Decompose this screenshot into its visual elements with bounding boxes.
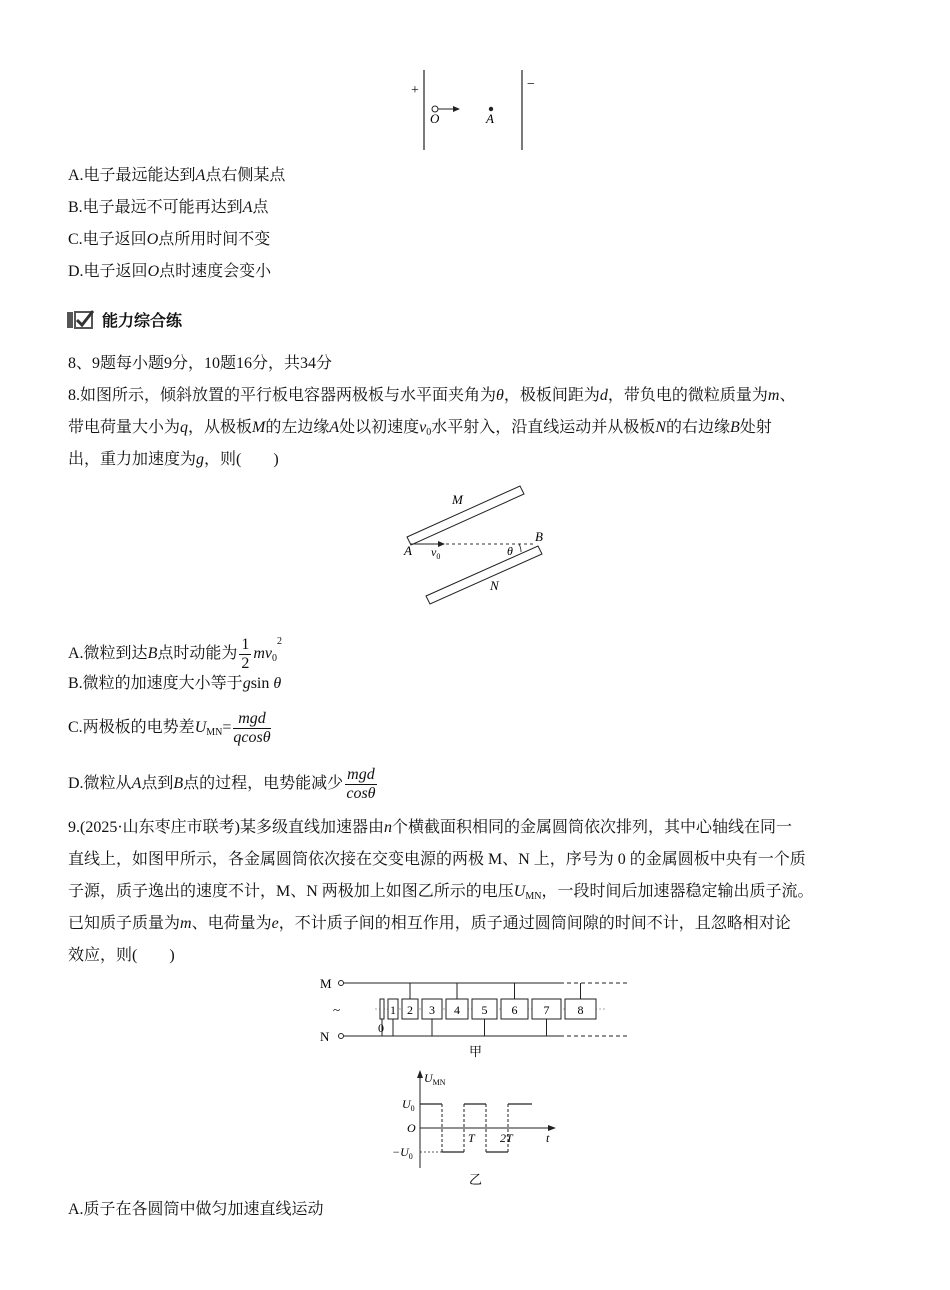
caption-yi: 乙 bbox=[469, 1172, 483, 1187]
label-M-terminal: M bbox=[320, 976, 332, 991]
tube-label-0: 0 bbox=[378, 1021, 384, 1035]
tube-label-3: 3 bbox=[429, 1003, 435, 1017]
figure-linear-accelerator bbox=[315, 972, 635, 1062]
minus-sign: − bbox=[527, 77, 535, 92]
svg-text:U0 bbox=[402, 1097, 415, 1113]
q9-stem-line5: 效应，则( ) bbox=[68, 947, 175, 964]
q7-option-a: A.电子最远能达到A点右侧某点 bbox=[68, 167, 286, 184]
q9-option-a: A.质子在各圆筒中做匀加速直线运动 bbox=[68, 1201, 324, 1218]
x-axis-label-t: t bbox=[546, 1131, 550, 1145]
label-theta: θ bbox=[507, 544, 513, 558]
q8-option-d: D.微粒从A点到B点的过程，电势能减少 $\frac{\text{mgd}}{\cos\theta}$ bbox=[68, 765, 376, 802]
tick-T: T bbox=[468, 1131, 475, 1145]
checkmark-badge-icon bbox=[66, 309, 94, 331]
label-v0-sub: 0 bbox=[436, 552, 441, 561]
label-N-terminal: N bbox=[320, 1029, 330, 1044]
label-O: O bbox=[430, 111, 440, 126]
q8-stem-line2: 带电荷量大小为q，从极板M的左边缘A处以初速度$v_0$水平射入，沿直线运动并从极板N的右边缘B处射 bbox=[68, 419, 772, 438]
score-note: 8、9题每小题9分，10题16分，共34分 bbox=[68, 355, 333, 372]
label-A: A bbox=[486, 111, 494, 126]
caption-jia: 甲 bbox=[469, 1044, 483, 1059]
y-axis-label: U bbox=[424, 1071, 433, 1085]
q9-stem-line4: 已知质子质量为m、电荷量为e，不计质子间的相互作用，质子通过圆筒间隙的时间不计，且忽略相对论 bbox=[68, 915, 791, 932]
tube-label-1: 1 bbox=[390, 1003, 396, 1017]
q7-option-d: D.电子返回O点时速度会变小 bbox=[68, 263, 272, 280]
q7-option-c: C.电子返回O点所用时间不变 bbox=[68, 231, 271, 248]
tube-label-4: 4 bbox=[454, 1003, 460, 1017]
q8-option-a: A.微粒到达B点时动能为 $\frac{1}{2}$ $mv_0^2$ bbox=[68, 635, 283, 672]
label-B: B bbox=[535, 529, 543, 544]
q9-stem-line3: 子源，质子逸出的速度不计，M、N 两极加上如图乙所示的电压$U_{MN}$，一段时间后加速器稳定输出质子流。 bbox=[68, 883, 814, 902]
q9-stem-line2: 直线上，如图甲所示，各金属圆筒依次接在交变电源的两极 M、N 上，序号为 0 的金属圆板中央有一个质 bbox=[68, 851, 806, 868]
plus-sign: + bbox=[411, 83, 419, 98]
tick-2T: 2T bbox=[500, 1131, 513, 1145]
tube-label-7: 7 bbox=[543, 1003, 550, 1017]
section-title: 能力综合练 bbox=[102, 313, 183, 330]
tube-label-2: 2 bbox=[407, 1003, 413, 1017]
fraction-half: $\frac{1}{2}$ bbox=[241, 635, 250, 672]
label-v0: v bbox=[431, 545, 437, 559]
figure-plates-OA bbox=[400, 66, 550, 156]
y-axis-label-sub: MN bbox=[432, 1078, 446, 1087]
label-A: A bbox=[404, 543, 412, 558]
tick-U0-sub: 0 bbox=[410, 1104, 415, 1113]
q8-stem-line1: 8.如图所示，倾斜放置的平行板电容器两极板与水平面夹角为θ，极板间距为d，带负电的微粒质量为m、 bbox=[68, 387, 796, 404]
q9-stem-line1: 9.(2025·山东枣庄市联考)某多级直线加速器由n个横截面积相同的金属圆筒依次排列，其中心轴线在同一 bbox=[68, 819, 793, 836]
svg-text:−U0 bbox=[392, 1145, 413, 1161]
section-heading bbox=[66, 308, 182, 331]
tick-negU0-sub: 0 bbox=[408, 1152, 413, 1161]
q7-option-b: B.电子最远不可能再达到A点 bbox=[68, 199, 269, 216]
tube-label-5: 5 bbox=[481, 1003, 488, 1017]
figure-square-wave bbox=[390, 1068, 570, 1188]
tube-label-6: 6 bbox=[511, 1003, 518, 1017]
fraction-d: $\frac{\text{mgd}}{\cos\theta}$ bbox=[346, 765, 376, 802]
figure-inclined-capacitor bbox=[395, 480, 560, 610]
origin-O: O bbox=[407, 1121, 416, 1135]
fraction-c: $\frac{\text{mgd}}{qcos\theta}$ bbox=[233, 709, 271, 746]
label-N: N bbox=[490, 578, 499, 593]
tube-label-8: 8 bbox=[577, 1003, 584, 1017]
q8-option-c: C.两极板的电势差$U_{MN}=$ $\frac{\text{mgd}}{qcos\theta}$ bbox=[68, 709, 271, 746]
q8-stem-line3: 出，重力加速度为g，则( ) bbox=[68, 451, 279, 468]
q8-option-b: B.微粒的加速度大小等于gsin θ bbox=[68, 675, 282, 692]
svg-text:UMN bbox=[424, 1071, 446, 1087]
svg-text:v0 bbox=[431, 545, 440, 561]
tick-negU0: −U bbox=[392, 1145, 409, 1159]
tick-U0: U bbox=[402, 1097, 411, 1111]
label-ac: ~ bbox=[333, 1002, 341, 1017]
label-M: M bbox=[452, 492, 463, 507]
